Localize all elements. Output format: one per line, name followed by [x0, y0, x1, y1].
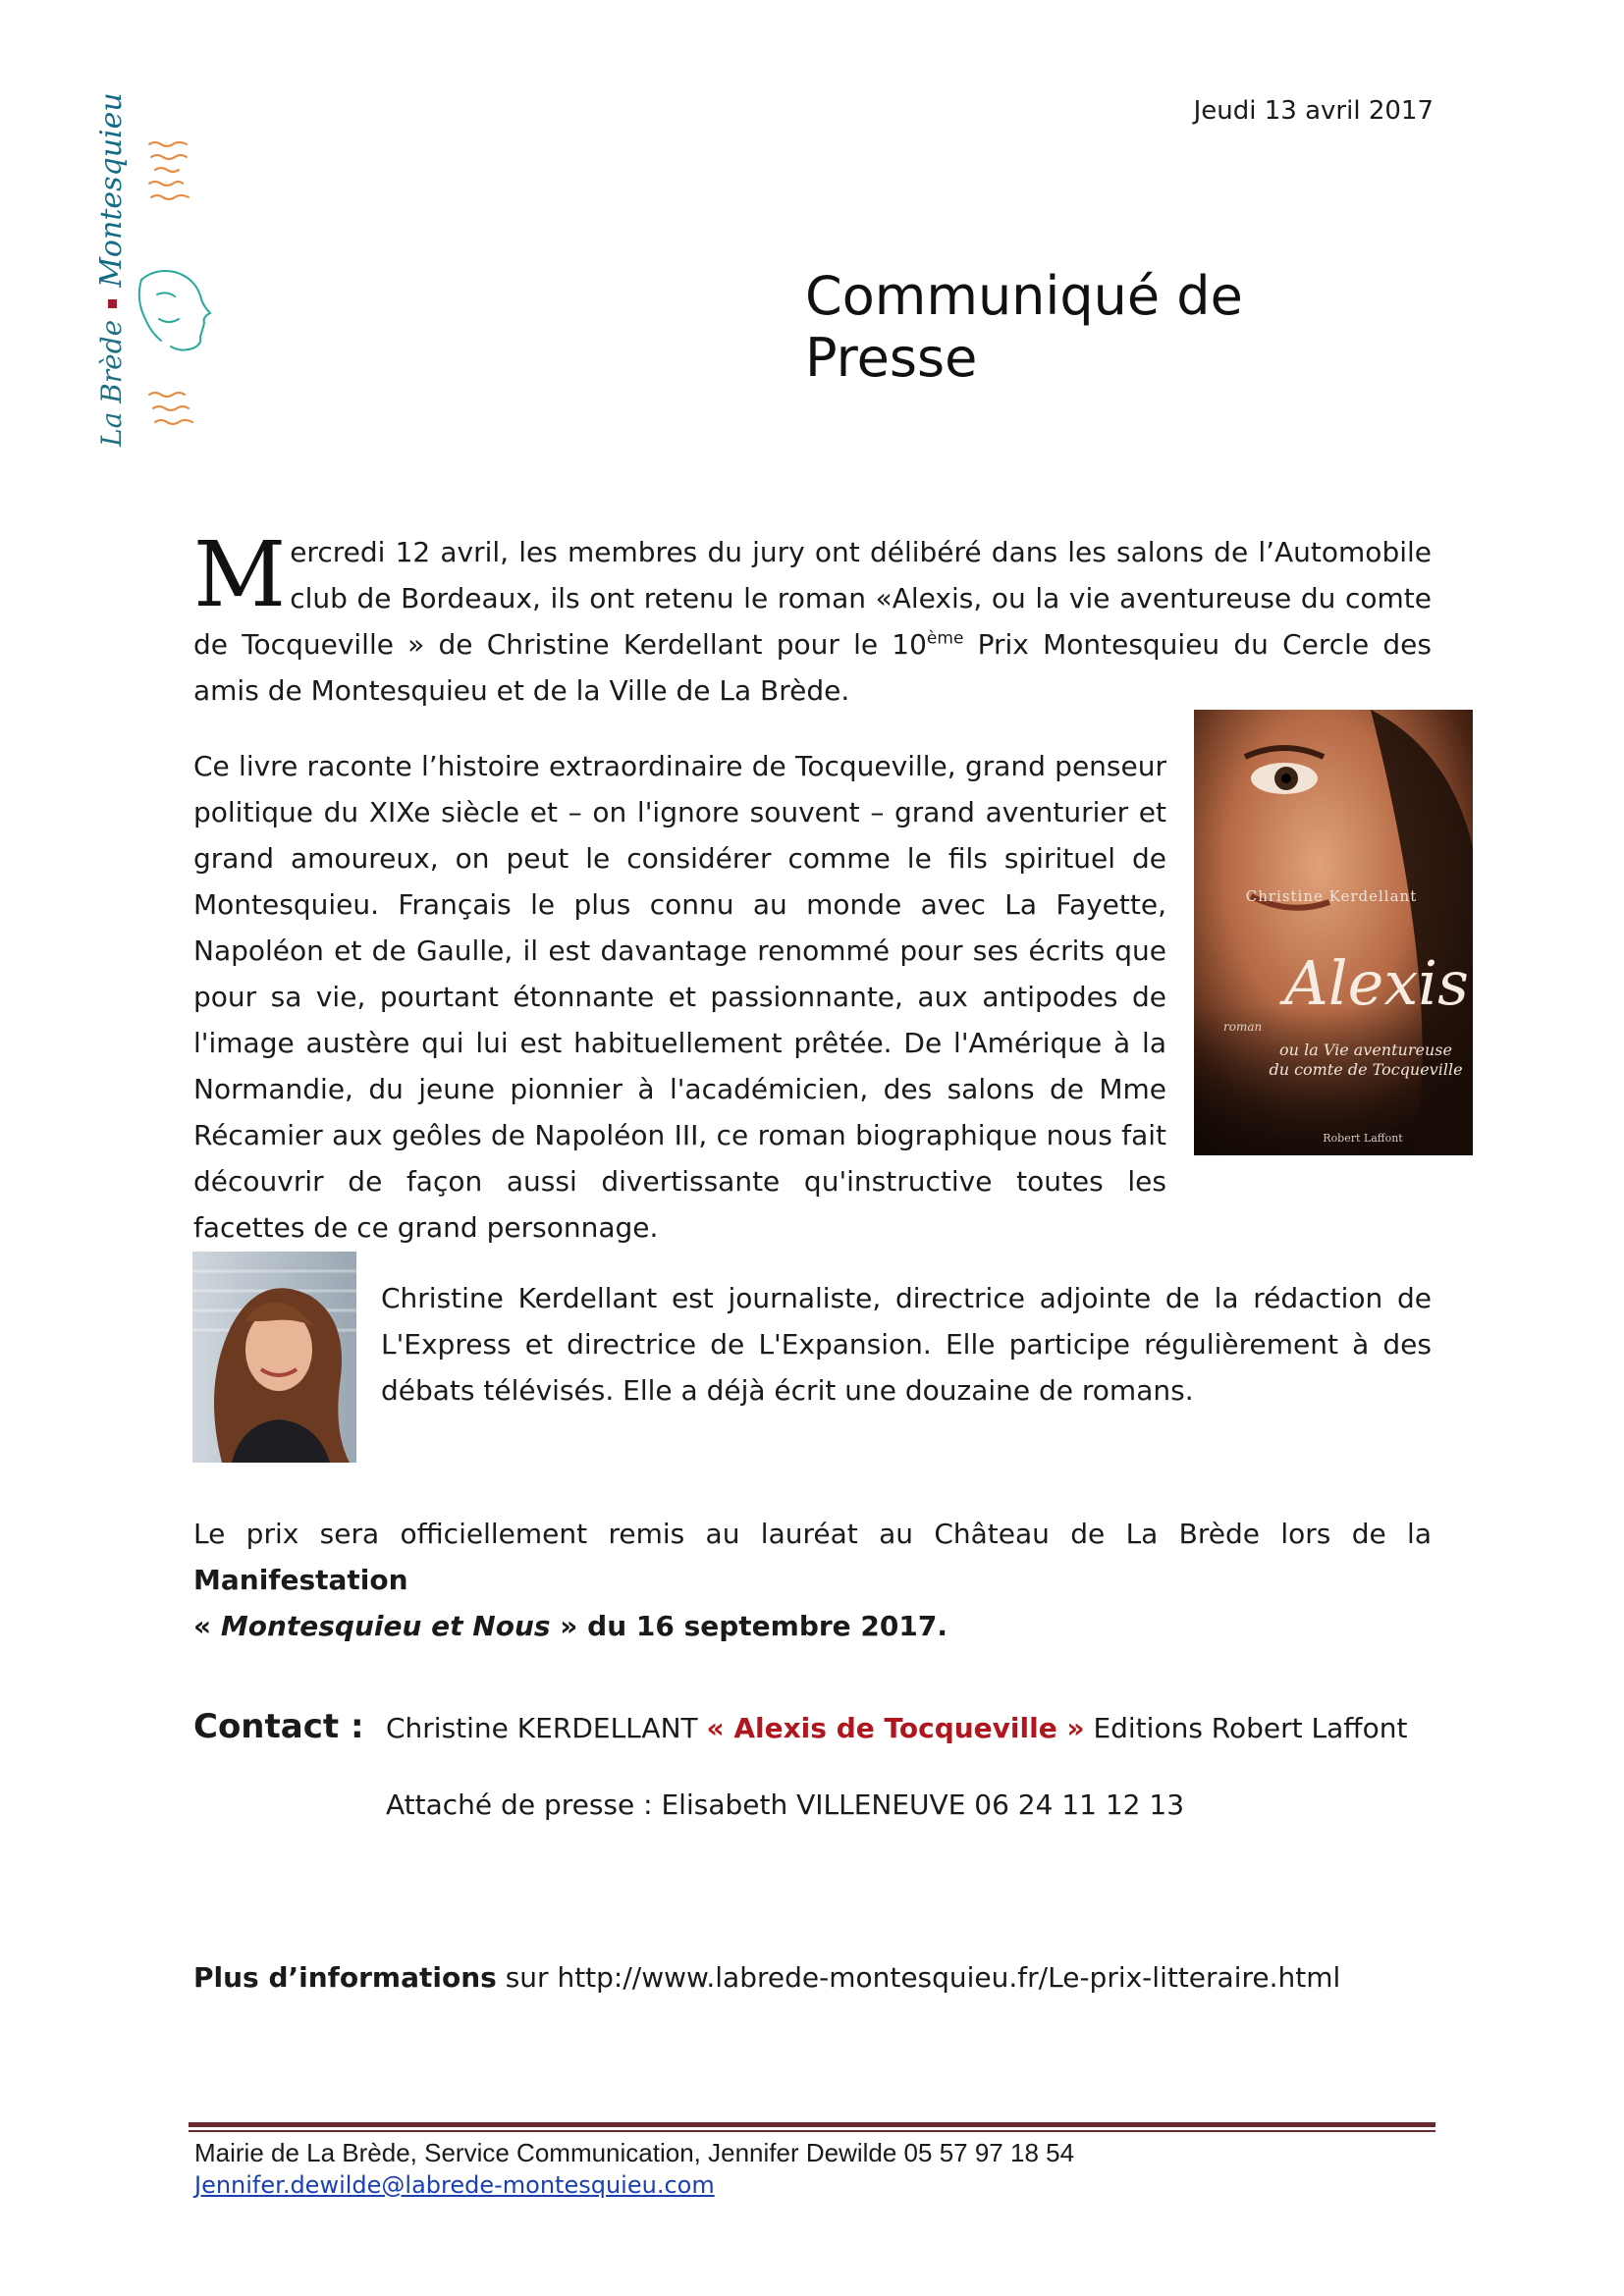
press-attache: Attaché de presse : Elisabeth VILLENEUVE 06 24 11 12 13: [386, 1789, 1185, 1821]
ordinal-superscript: ème: [926, 628, 964, 649]
award-date: » du 16 septembre 2017.: [550, 1610, 947, 1642]
cover-subtitle-2: du comte de Tocqueville: [1269, 1060, 1463, 1079]
logo-wordmark: [94, 92, 129, 447]
page-title: Communiqué de Presse: [805, 265, 1243, 389]
author-photo: [192, 1252, 356, 1463]
cover-author: Christine Kerdellant: [1245, 887, 1418, 905]
cover-subtitle-1: ou la Vie aventureuse: [1279, 1041, 1452, 1059]
book-description-text: Ce livre raconte l’histoire extraordinaire de Tocqueville, grand penseur politique du XIXe siècle et – on l'ignore souvent – grand aventurier et grand amoureux, on peut le considérer comme le fils spirituel de Montesquieu. Français le plus connu au monde avec La Fayette, Napoléon et de Gaulle, il est davantage renommé pour ses écrits que pour sa vie, pourtant étonnante et passionnante, aux antipodes de l'image austère qui lui est habituellement prêtée. De l'Amérique à la Normandie, du jeune pionnier à l'académicien, des salons de Mme Récamier aux geôles de Napoléon III, ce roman biographique nous fait découvrir de façon aussi divertissante qu'instructive toutes les facettes de ce grand personnage.: [193, 750, 1166, 1244]
award-event-name: Montesquieu et Nous: [220, 1610, 551, 1642]
footer-email-link[interactable]: Jennifer.dewilde@labrede-montesquieu.com: [194, 2171, 715, 2199]
book-cover-image: [1194, 710, 1473, 1155]
award-ceremony-paragraph: [193, 1511, 1432, 1649]
footer-rule-thick: [189, 2122, 1435, 2127]
cover-genre: roman: [1223, 1020, 1263, 1034]
award-event-bold: Manifestation: [193, 1564, 408, 1596]
contact-label: Contact :: [193, 1707, 364, 1746]
footer-contact: Mairie de La Brède, Service Communication, Jennifer Dewilde 05 57 97 18 54: [194, 2138, 1075, 2167]
footer-rule-thin: [189, 2130, 1435, 2132]
intro-paragraph: [193, 522, 1432, 714]
more-info-url[interactable]: sur http://www.labrede-montesquieu.fr/Le-prix-litteraire.html: [496, 1961, 1341, 1994]
logo-separator: [108, 299, 117, 308]
more-info-label: Plus d’informations: [193, 1961, 497, 1994]
intro-text-a: ercredi 12 avril, les membres du jury ont délibéré dans les salons de l’Automobile club de Bordeaux, ils ont retenu le roman «Alexis, ou la vie aventureuse du comte de Tocqueville » de Christine Kerdellant pour le 10: [193, 536, 1432, 661]
contact-name: Christine KERDELLANT: [386, 1712, 698, 1744]
logo-signature: Montesquieu: [94, 92, 129, 288]
contact-publisher: Editions Robert Laffont: [1093, 1712, 1408, 1744]
author-bio-paragraph: Christine Kerdellant est journaliste, directrice adjointe de la rédaction de L'Express et directrice de L'Expansion. Elle participe régulièrement à des débats télévisés. Elle a déjà écrit une douzaine de romans.: [381, 1282, 1432, 1407]
cover-title: Alexis: [1284, 947, 1469, 1019]
document-date: Jeudi 13 avril 2017: [1193, 96, 1434, 126]
cover-publisher: Robert Laffont: [1323, 1132, 1403, 1145]
drop-cap: M: [193, 522, 287, 627]
award-quote-open: «: [193, 1610, 221, 1642]
logo-place: La Brède: [95, 319, 128, 447]
award-text: Le prix sera officiellement remis au lauréat au Château de La Brède lors de la: [193, 1518, 1432, 1550]
more-info-line: [193, 1961, 1340, 1994]
contact-book-title: « Alexis de Tocqueville »: [706, 1712, 1085, 1744]
contact-line: [386, 1712, 1407, 1744]
intro-text-b: Prix Montesquieu du Cercle des amis de Montesquieu et de la Ville de La Brède.: [193, 628, 1432, 707]
